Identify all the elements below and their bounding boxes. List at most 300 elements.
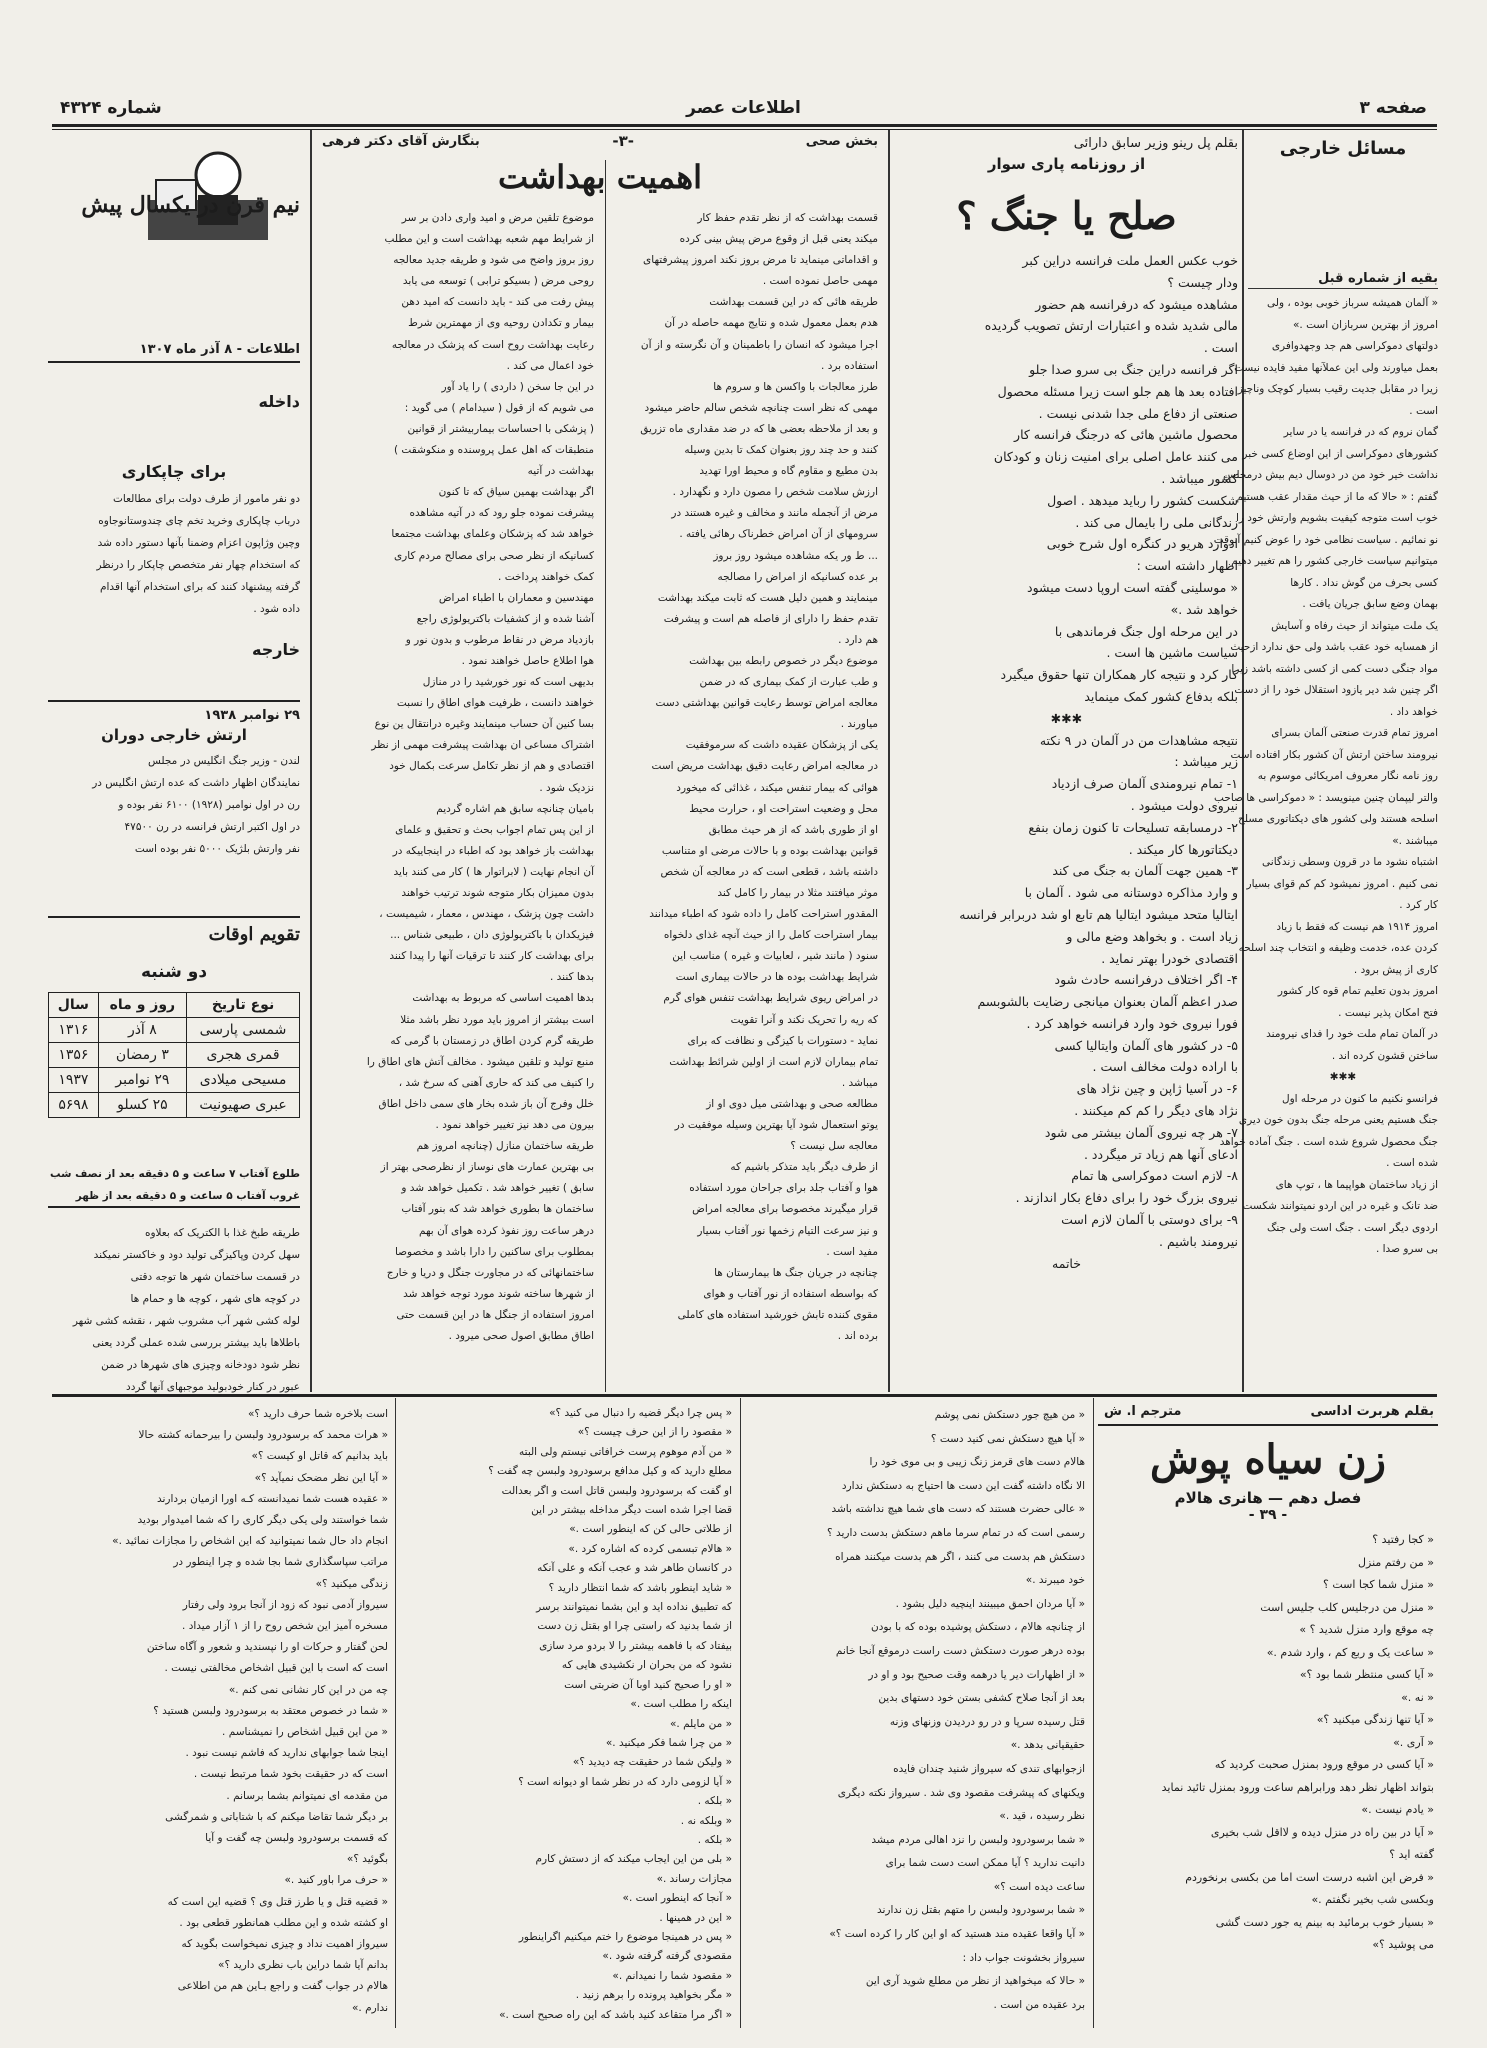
text-line: والتر لیپمان چنین مینویسد : « دموکراسی ها صاحب — [1214, 791, 1438, 804]
text-line: قوانین بهداشت بوده و با حالات مرضی او متناسب — [661, 844, 878, 857]
text-line: بیمار و تکدادن روحیه وی از مهمترین شرط — [408, 317, 594, 330]
text-line: « آیا این نظر مضحک نمیآید ؟» — [254, 1471, 388, 1484]
text-line: « مگر بخواهید پرونده را برهم زنید . — [575, 1989, 732, 2002]
story-body — [1098, 1529, 1438, 1957]
text-line: بدها کنند . — [549, 971, 594, 984]
text-line: زیرا در مقابل جدیت رقیب بسیار کوچک وناچیز — [1237, 383, 1438, 395]
text-line: بدیهی است که نور خورشید را در منازل — [422, 676, 594, 689]
text-line: میباشد . — [841, 1076, 878, 1089]
text-line: اگر چنین شد دیر یازود استقلال خود را از دست — [1234, 684, 1438, 696]
text-line: ساختن قشون کرده اند . — [1331, 1049, 1438, 1062]
text-line: اگر فرانسه دراین جنگ بی سرو صدا جلو — [1029, 361, 1238, 377]
text-line: محل و وضعیت استراحت او ، حرارت محیط — [689, 802, 878, 815]
text-line: « این در همینها . — [659, 1911, 732, 1924]
text-line: بدون ممیزان بکار متوجه شوند ترتیب خواهند — [401, 887, 594, 899]
text-line: بی سرو صدا . — [1375, 1243, 1438, 1255]
text-line: زندگی میکنید ؟» — [315, 1577, 388, 1590]
text-line: و نیز سرعت التیام زخمها نور آفتاب بسیار — [697, 1224, 878, 1237]
text-line: و طب عبارت از کمک بیماری که در ضمن — [699, 676, 878, 689]
text-line: درباب چاپکاری وخرید تخم چای چندوستانوجاوه — [98, 515, 300, 527]
text-line: برده اند . — [837, 1329, 878, 1342]
text-line: درهر ساعت روز نفوذ کرده هوای آن بهم — [418, 1224, 594, 1237]
text-line: باید بدانیم که قاتل او کیست ؟» — [251, 1450, 388, 1463]
text-line: نزدیک شود . — [539, 781, 594, 794]
text-line: صنعتی از دفاع ملی جدا شدنی نیست . — [1038, 405, 1238, 421]
text-line: نظر رسیده ، قید .» — [999, 1810, 1085, 1823]
calendar-cell: شمسی پارسی — [187, 1018, 300, 1043]
text-line: بوده درهر صورت دستکش دست راست درموقع آنجا خانم — [835, 1644, 1085, 1657]
text-line: قسمت بهداشت که از نظر تقدم حفظ کار — [697, 212, 878, 224]
story-body — [42, 1400, 392, 2023]
text-line: در آلمان تمام ملت خود را فدای نیرومند — [1266, 1028, 1438, 1040]
text-line: گفتم : « حالا که ما از حیث مقدار عقب هستیم — [1236, 490, 1438, 503]
text-line: چه من در این کار نشانی نمی کنم .» — [228, 1683, 388, 1696]
text-line: مسخره آمیز این شخص روح را از ۱ آزار میداد . — [182, 1620, 388, 1633]
text-line: نیرومند باشیم . — [1159, 1233, 1238, 1249]
text-line: رن در اول نوامبر (۱۹۲۸) ۶۱۰۰ نفر بوده و — [118, 799, 300, 811]
weekday: دو شنبه — [140, 962, 208, 982]
text-line: ۳- همین جهت آلمان به جنگ می کند — [1052, 863, 1238, 879]
text-line: از طرف دیگر باید متذکر باشیم که — [730, 1161, 878, 1174]
text-line: کمک خواهند پرداخت . — [498, 570, 594, 583]
text-line: خواهد شد که پزشکان وعلمای بهداشت مجتمعا — [391, 528, 594, 541]
text-line: « ولیکن شما در حقیقت چه دیدید ؟» — [572, 1756, 732, 1769]
text-line: ۹- برای دوستی با آلمان لازم است — [1061, 1212, 1238, 1228]
text-line: « از اظهارات دیر یا درهمه وقت صحیح بود و او در — [868, 1668, 1085, 1681]
text-line: طریقه ساختمان منازل (چنانچه امروز هم — [416, 1140, 594, 1153]
text-line: بعد از آنجا صلاح کشفی بستن خود دستهای بدین — [878, 1692, 1085, 1705]
text-line: « ساعت یک و ربع کم ، وارد شدم .» — [1266, 1645, 1434, 1659]
text-line: در امراض ریوی شرایط بهداشت تنفس هوای گرم — [663, 992, 878, 1005]
text-line: گمان نروم که در فرانسه یا در سایر — [1283, 426, 1438, 438]
text-line: « یادم نیست .» — [1361, 1803, 1434, 1816]
text-line: بهداشت باز خواهد بود که اطباء در اینجاییکه در — [392, 844, 594, 857]
text-line: استفاده برد . — [821, 359, 878, 372]
text-line: ( پزشکی با احساسات بیماربیشتر از قوانین — [407, 422, 594, 435]
text-line: امروز ۱۹۱۴ هم نیست که فقط با زیاد — [1276, 920, 1438, 933]
text-line: معالجه سل نیست ؟ — [790, 1140, 878, 1153]
text-line: شما خواستند ولی یکی دیگر کاری را که شما امیدوار بودید — [137, 1514, 388, 1527]
text-line: ندارم .» — [351, 2001, 388, 2014]
text-line: دولتهای دموکراسی هم جد وجهدوافری — [1271, 340, 1438, 352]
page-number: صفحه ۳ — [1359, 98, 1427, 118]
text-line: است که است با این قبیل اشخاص مخالفتی نیست . — [164, 1662, 388, 1675]
text-line: شکست کشور را رباید میدهد . اصول — [1047, 492, 1238, 508]
text-line: نداشت خیر خود من در دوسال دیم بیش درمجلس — [1222, 469, 1438, 481]
sunset-time: غروب آفتاب ۵ ساعت و ۵ دقیقه بعد از ظهر — [48, 1190, 300, 1208]
byline: بقلم هربرت اداسی — [1310, 1404, 1434, 1419]
translator: مترجم ا. ش — [1104, 1404, 1182, 1419]
text-line: گرفته پیشنهاد کنند که برای استخدام آنها اقدام — [100, 581, 300, 593]
text-line: رسمی است که در تمام سرما ماهم دستکش بدست دارید ؟ — [827, 1526, 1085, 1539]
text-line: بامیان چنانچه سابق هم اشاره گردیم — [436, 802, 594, 815]
text-line: را کنیف می کند که حاری آهنی که سرخ شد ، — [398, 1076, 594, 1089]
text-line: « شاید اینطور باشد که شما انتظار دارید ؟ — [548, 1581, 732, 1594]
text-line: من مقدمه ای نمیتوانم بشما برسانم . — [226, 1789, 388, 1802]
text-line: اطاق مطابق اصول صحی میرود . — [448, 1329, 594, 1342]
text-line: فورا نیروی خود وارد فرانسه خواهد کرد . — [1026, 1015, 1238, 1031]
text-line: بیفتاد که با فاهمه بیشتر را لا بردو مرد سازی — [539, 1639, 732, 1652]
text-line: است . — [1203, 340, 1238, 356]
text-line: دیکتاتورها کار میکند . — [1128, 841, 1238, 857]
peace-body — [895, 250, 1238, 1274]
calendar-row — [49, 1018, 300, 1043]
text-line: میتوانیم سیاست خارجی کشور را هم تغییر دهیم — [1231, 555, 1438, 567]
text-line: بلکه بدفاع کشور کمک مینماید — [1084, 688, 1238, 704]
text-line: « او را صحیح کنید اوبا آن ضربتی است — [564, 1678, 732, 1691]
text-line: ۲- درمسابقه تسلیحات تا کنون زمان بنفع — [1028, 819, 1238, 835]
text-line: « آری .» — [1393, 1735, 1434, 1749]
text-line: طرز معالجات با واکسن ها و سروم ها — [713, 380, 878, 393]
text-line: مجازات رساند .» — [656, 1872, 732, 1885]
text-line: پیشرفت نموده جلو رود که در آتیه مشاهده — [409, 507, 594, 520]
text-line: و وارد مذاکره دوستانه می شود . آلمان با — [1024, 885, 1238, 901]
column-divider — [395, 1398, 396, 2028]
text-line: « آیا کسی منتظر شما بود ؟» — [1299, 1668, 1434, 1681]
text-line: کنند و حد چند روز بعنوان کمک تا بدین وسیله — [684, 444, 878, 457]
text-line: است . — [1409, 404, 1438, 417]
health-body-left — [322, 208, 594, 1347]
text-line: « آیا در بین راه در منزل دیده و لااقل شب بخیری — [1210, 1825, 1434, 1839]
text-line: مفید است . — [826, 1245, 878, 1258]
text-line: المقدور استراحت کامل را داده شود که اطباء میدانند — [649, 908, 878, 921]
text-line: از همسایه خود عقب باشد ولی حق ندارد ازحیث — [1230, 641, 1438, 653]
column-divider — [888, 130, 890, 1392]
text-line: چنانچه در جریان جنگ ها بیمارستان ها — [714, 1266, 878, 1279]
peace-or-war-column — [895, 132, 1238, 1390]
text-line: هالام دست های قرمز زنگ زیبی و بی موی خود را — [869, 1456, 1085, 1469]
text-line: هدم بعمل معمول شده و نتایج مهمه حاصله در آن — [664, 317, 878, 330]
text-line: او گفت که برسودرود ولبسن قاتل است و اگر بعدالت — [501, 1484, 732, 1497]
text-line: ضد تانک و غیره در این اردو نمیتوانند شکست — [1242, 1200, 1438, 1212]
text-line: طریقه طبخ غذا با الکتریک که بعلاوه — [144, 1227, 300, 1239]
text-line: « آیا کسی در موقع ورود بمنزل صحبت کردید که — [1214, 1758, 1434, 1771]
text-line: ادوارد هریو در کنگره اول شرح خوبی — [1046, 536, 1238, 552]
text-line: محصول ماشین هائی که درجنگ فرانسه کار — [1014, 427, 1238, 443]
text-line: داشت چون پزشک ، مهندس ، معمار ، شیمیست ، — [379, 908, 594, 921]
calendar-cell: ۸ آذر — [98, 1018, 186, 1043]
text-line: لوله کشی شهر آب مشروب شهر ، نقشه کشی شهر — [72, 1315, 300, 1327]
text-line: بیرون می دهد نیز تغییر خواهد نمود . — [435, 1119, 594, 1132]
text-line: « من رفتم منزل — [1358, 1555, 1434, 1569]
text-line: کسی بحرف من گوش نداد . کارها — [1290, 576, 1438, 589]
text-line: دانیت ندارید ؟ آیا ممکن است دست شما برای — [885, 1857, 1085, 1870]
issue-number: شماره ۴۳۲۴ — [60, 98, 162, 118]
text-line: بهداشت در آتیه — [527, 465, 594, 478]
text-line: آشنا شده و از کشفیات باکتریولوژی راجع — [416, 612, 594, 625]
byline: بقلم پل رینو وزیر سابق دارائی — [1073, 136, 1238, 151]
text-line: افتاده بعد ها هم جلو است زیرا مسئله محصول — [997, 383, 1238, 399]
text-line: سرومهای از آن امراض خطرناک رهائی یافته . — [679, 528, 878, 541]
text-line: ادعای آنها هم زیاد تر میگردد . — [1083, 1146, 1238, 1162]
text-line: از شهرها ساخته شوند مورد توجه خواهد شد — [403, 1287, 594, 1300]
text-line: ویکنهای که پیشرفت مقصود وی شد . سیرواز نکته دیگری — [837, 1786, 1085, 1799]
text-line: نماید - دستورات با کیزگی و نظافت که برای — [687, 1034, 878, 1047]
text-line: ✱✱✱ — [1329, 1071, 1357, 1083]
calendar-header-row — [49, 993, 300, 1018]
text-line: معالجه امراض توسط رعایت قوانین بهداشتی دست — [655, 697, 878, 710]
text-line: حقیقیانی بدهد .» — [1010, 1739, 1085, 1752]
text-line: سنود ( مانند شیر ، لعابیات و غیره ) مناسب این — [672, 950, 878, 963]
calendar-heading: تقویم اوقات — [48, 916, 300, 945]
calendar-cell: ۵۶۹۸ — [49, 1093, 99, 1118]
text-line: طریقه گرم کردن اطاق در زمستان با گرمی که — [390, 1034, 594, 1047]
text-line: « فرض این اشبه درست است اما من بکسی برنخوردم — [1185, 1870, 1434, 1884]
text-line: برد عقیده من است . — [993, 1998, 1085, 2011]
continued-label: بقیه از شماره قبل — [1248, 271, 1438, 289]
text-line: بازدیاد مرض در نقاط مرطوب و بدون نور و — [405, 633, 594, 646]
text-line: سیرواز بخشونت جواب داد : — [962, 1951, 1085, 1964]
text-line: « آیا لزومی دارد که در نظر شما او دیوانه است ؟ — [518, 1775, 732, 1788]
text-line: یوتو استعمال شود آیا بهترین وسیله موفقیت در — [674, 1119, 878, 1132]
text-line: که تطبیق نداده اید و این بشما نمیتوانند برسر — [536, 1601, 732, 1614]
text-line: خواهد داد . — [1389, 705, 1438, 718]
sidebar-column — [42, 132, 306, 1393]
foreign-affairs-column — [1213, 132, 1438, 1390]
text-line: ۷- هر چه نیروی آلمان بیشتر می شود — [1044, 1124, 1238, 1140]
text-line: « قضیه قتل و یا طرز قتل وی ؟ قضیه این است که — [167, 1895, 388, 1908]
article-title: اهمیت بهداشت — [497, 158, 703, 196]
text-line: می شویم که از قول ( سیدامام ) می گوید : — [404, 401, 594, 414]
text-line: که قسمت برسودرود ولبسن چه گفت و آیا — [205, 1832, 388, 1845]
text-line: با اراده دولت مخالف است . — [1092, 1059, 1238, 1075]
section-heading: مسائل خارجی — [1279, 138, 1407, 159]
text-line: روز بروز واضح می شود و طریقه جدید معالجه — [393, 254, 594, 267]
text-line: « شما برسودرود ولبسن را متهم بقتل زن ندارند — [876, 1904, 1085, 1917]
text-line: « آیا مردان احمق میبینند اینچیه دلیل بشود . — [895, 1597, 1085, 1610]
story-title: زن سیاه پوش — [1150, 1436, 1386, 1483]
text-line: « اگر مرا متقاعد کنید باشد که این راه صحیح است .» — [499, 2008, 732, 2021]
text-line: سیاست ماشین ها است . — [1106, 645, 1238, 661]
text-line: داده شود . — [253, 603, 300, 615]
text-line: ایتالیا متحد میشود ایتالیا هم تابع او شد دربرابر فرانسه — [959, 906, 1238, 922]
text-line: « بلکه . — [697, 1833, 732, 1846]
text-line: « شما برسودرود ولبسن را نزد اهالی مردم میشد — [871, 1833, 1085, 1846]
text-line: کاری از پیش برود . — [1353, 963, 1438, 976]
text-line: « هالام تبسمی کرده که اشاره کرد .» — [568, 1542, 732, 1555]
text-line: جنگ هستیم یعنی مرحله جنگ بدون خون دیری — [1238, 1114, 1438, 1126]
text-line: انجام داد حال شما نمیتوانید که این اشخاص را مجازات نمائید .» — [112, 1535, 388, 1548]
calendar-cell: ۱۳۱۶ — [49, 1018, 99, 1043]
text-line: فتح امکان پذیر نیست . — [1338, 1006, 1438, 1019]
text-line: « منزل شما کجا است ؟ — [1322, 1578, 1434, 1591]
text-line: در این مرحله اول جنگ فرماندهی با — [1054, 623, 1238, 639]
text-line: « وبلکه نه . — [680, 1814, 732, 1827]
text-line: مراتب سپاسگذاری شما بجا شده و چرا اینطور در — [173, 1556, 388, 1569]
header-rule — [52, 124, 1437, 127]
text-line: مرض از آنجمله مانند و مخالف و غیره هستند در — [671, 507, 878, 520]
text-line: از زیاد ساختمان هواپیما ها ، توپ های — [1275, 1178, 1438, 1191]
text-line: « پس در همینجا موضوع را ختم میکنیم اگراینطور — [518, 1930, 732, 1943]
text-line: تمام بیماران لازم است از اولین شرائط بهداشت — [669, 1055, 878, 1068]
text-line: خواهند دانست ، ظرفیت هوای اطاق را نسبت — [396, 697, 594, 710]
health-body-right — [606, 208, 878, 1347]
text-line: دستکش هم بدست می کنند ، اگر هم بدست میکنند همراه — [835, 1550, 1085, 1563]
sidebar-date: اطلاعات - ۸ آذر ماه ۱۳۰۷ — [48, 342, 300, 363]
text-line: هوا و آفتاب جلد برای جراحان مورد استفاده — [689, 1182, 878, 1195]
serial-story-column — [745, 1400, 1089, 2030]
text-line: هم دارد . — [838, 633, 878, 646]
text-line: میکند یعنی قبل از وقوع مرض پیش بینی کرده — [679, 233, 878, 246]
text-line: « حالا که میخواهید از نظر من مطلع شوید آری این — [865, 1975, 1085, 1988]
text-line: امروز بدون تعلیم تمام قوه کار کشور — [1277, 985, 1438, 997]
text-line: « نه .» — [1401, 1690, 1434, 1704]
text-line: نژاد های دیگر را کم کم میکنند . — [1074, 1103, 1238, 1119]
subsection-foreign: خارجه — [252, 640, 300, 659]
text-line: صدر اعظم آلمان بعنوان میانجی رضایت بالشوبسم — [977, 994, 1238, 1010]
text-line: بی بهترین عمارت های نوساز از نظرصحی بهتر از — [380, 1161, 594, 1174]
text-line: ازجوابهای تندی که سیرواز شنید چندان فایده — [893, 1762, 1085, 1775]
text-line: نظر شود دودخانه وچیزی های شهرها در ضمن — [101, 1359, 300, 1371]
text-line: نمی کنیم . امروز نمیشود کم کم قوای بسیار — [1246, 877, 1438, 890]
calendar-header-cell: نوع تاریخ — [187, 993, 300, 1018]
text-line: « موسلینی گفته است اروپا دست میشود — [1027, 579, 1238, 595]
text-line: از چنانچه هالام ، دستکش پوشیده بوده که با بودن — [871, 1621, 1085, 1634]
text-line: که استخدام چهار نفر متخصص چاپکار را درنظر — [96, 559, 300, 571]
text-line: ۶- در آسیا ژاپن و چین نژاد های — [1076, 1081, 1238, 1097]
text-line: « بلکه . — [697, 1795, 732, 1808]
text-line: و اقداماتی مینماید تا مرض بروز نکند امروز پیشرفتهای — [643, 254, 878, 267]
item-body — [48, 488, 300, 620]
text-line: نو نمائیم . سیاست نظامی خود را عوض کنیم آنوقت — [1213, 533, 1438, 546]
text-line: چه موقع وارد منزل شدید ؟ » — [1299, 1623, 1434, 1636]
text-line: که ریه را تحریک نکند و آنرا تقویت — [730, 1013, 878, 1026]
text-line: کار کرد و نتیجه کار همکاران تنها حقوق میگیرد — [1000, 667, 1238, 683]
text-line: شده است . — [1386, 1157, 1438, 1169]
text-line: می کنند عامل اصلی برای امنیت زنان و کودکان — [993, 449, 1238, 465]
text-line: اینجا شما جوابهای ندارید که فاشم نیست نبود . — [185, 1747, 388, 1760]
text-line: اسلحه هستند ولی کشور های دیکتاتوری مسلح — [1238, 813, 1438, 825]
text-line: « حرف مرا باور کنید .» — [284, 1874, 388, 1887]
text-line: قرار میگیرند مخصوصا برای معالجه امراض — [692, 1203, 878, 1216]
text-line: امروز تمام قدرت صنعتی آلمان بسرای — [1271, 727, 1438, 739]
text-line: « آیا هیچ دستکش نمی کنید دست ؟ — [930, 1432, 1085, 1445]
text-line: « آیا واقعا عقیده مند هستید که او این کار را کرده است ؟» — [829, 1928, 1085, 1941]
text-line: بیمار استراحت کامل را از حیث آنچه غذای دلخواه — [663, 929, 878, 942]
text-line: « منزل من درجلیس کلب جلیس است — [1260, 1600, 1434, 1614]
byline: بنگارش آقای دکتر فرهی — [322, 134, 480, 149]
text-line: « هرات محمد که برسودرود ولبسن را بیرحمانه کشته حالا — [138, 1429, 388, 1442]
text-line: در کانسان طاهر شد و عجب آنکه و علی آنکه — [537, 1562, 732, 1575]
text-line: او از طوری باشد که از هر حیث مطابق — [708, 823, 878, 836]
text-line: پیش رفت می کند - باید دانست که امید دهن — [401, 296, 594, 309]
text-line: است بیشتر از امروز باید مورد نظر باشد مثلا — [400, 1013, 594, 1026]
text-line: آن انجام نهایت ( لابراتوار ها ) کار می کنند باید — [393, 865, 594, 878]
text-line: نتیجه مشاهدات من در آلمان در ۹ نکته — [1039, 732, 1238, 748]
text-line: وبکسی شب بخیر نگفتم .» — [1311, 1893, 1434, 1906]
text-line: اظهار داشته است : — [1136, 558, 1238, 574]
text-line: رعایت بهداشت روح است که پزشک در معالجه — [391, 338, 594, 351]
text-line: مهمی که نظر است چنانچه شخص سالم حاضر میشود — [644, 401, 878, 414]
section-label: بخش صحی — [805, 134, 878, 149]
text-line: موثر میافتند مثلا در بیمار را کامل کند — [717, 887, 878, 899]
text-line: برای بهداشت کار کنند تا ترقیات آنها را پیدا کنند — [389, 950, 594, 963]
text-line: بسا کنین آن حساب مینمایند وغیره درانتقال ین نوع — [374, 718, 594, 731]
text-line: هوائی که بیمار تنفس میکند ، غذائی که میخورد — [676, 781, 878, 794]
column-divider — [740, 1398, 741, 2028]
text-line: از شما بدنید که راستی چرا او بقتل زن دست — [537, 1620, 732, 1633]
text-line: ✱✱✱ — [1050, 710, 1083, 726]
item-date: ۲۹ نوامبر ۱۹۳۸ — [48, 700, 300, 723]
text-line: از این پس تمام اجواب بحث و تحقیق و علمای — [395, 823, 594, 836]
calendar-cell: عبری صهیونیت — [187, 1093, 300, 1118]
item-title: ارتش خارجی دوران — [101, 726, 247, 744]
text-line: هوا اطلاع حاصل خواهند نمود . — [461, 654, 594, 667]
text-line: اشتباه نشود ما در قرون وسطی زندگانی — [1262, 856, 1438, 868]
text-line: او کشته شده و این مطلب همانطور قطعی بود . — [179, 1916, 388, 1929]
text-line: « پس چرا دیگر قضیه را دنبال می کنید ؟» — [549, 1407, 732, 1419]
text-line: بر عده کسانیکه از امراض را مصالجه — [717, 570, 878, 583]
calendar-row — [49, 1043, 300, 1068]
text-line: خاتمه — [1052, 1255, 1081, 1271]
text-line: مینمایند و همین دلیل هست که ثابت میکند بهداشت — [657, 591, 878, 604]
text-line: نیروی بزرگ خود را برای دفاع بکار اندازند . — [1015, 1190, 1238, 1206]
text-line: « من هیچ جور دستکش نمی پوشم — [934, 1409, 1085, 1421]
text-line: در اول اکتبر ارتش فرانسه در رن ۴۷۵۰۰ — [124, 821, 300, 833]
calendar-cell: ۲۵ کسلو — [98, 1093, 186, 1118]
text-line: بتواند اظهار نظر دهد ورابراهم ساعت ورود بمنزل تائید نماید — [1161, 1780, 1434, 1794]
calendar-cell: قمری هجری — [187, 1043, 300, 1068]
text-line: و بعد از ملاحظه بعضی ها که در ضد مقداری ماه تزریق — [640, 422, 878, 435]
text-line: اینکه را مطلب است .» — [630, 1698, 732, 1711]
sunrise-time: طلوع آفتاب ۷ ساعت و ۵ دقیقه بعد از نصف شب — [50, 1168, 300, 1180]
text-line: داشته باشد ، قطعی است که در معالجه آن شخص — [660, 865, 878, 878]
text-line: در کوچه های شهر ، کوچه ها و حمام ها — [130, 1293, 300, 1305]
text-line: کردن عده، خدمت وظیفه و انتخاب چند اسلحه — [1238, 942, 1438, 954]
chapter-title: فصل دهم — هانری هالام — [1174, 1489, 1362, 1507]
text-line: کشور میباشد . — [1161, 470, 1238, 486]
text-line: کسانیکه از نظر صحی برای مصالح مردم کاری — [393, 549, 594, 562]
text-line: جنگ محصول شروع شده است . جنگ آماده خواهد — [1219, 1135, 1438, 1148]
calendar-cell: ۱۳۵۶ — [49, 1043, 99, 1068]
calendar-header-cell: سال — [49, 993, 99, 1018]
column-divider — [310, 130, 312, 1392]
text-line: اردوی دیگر است . جنگ است ولی جنگ — [1266, 1221, 1438, 1234]
text-line: خواهد شد .» — [1170, 601, 1238, 617]
text-line: خوب عکس العمل ملت فرانسه دراین کبر — [1022, 253, 1238, 268]
text-line: مهمی حاصل نموده است . — [762, 275, 878, 288]
foreign-body — [1213, 293, 1438, 1261]
text-line: نمایندگان اظهار داشت که عده ارتش انگلیس در — [92, 777, 300, 789]
text-line: میاورند . — [840, 718, 878, 731]
item-title: برای چاپکاری — [121, 462, 227, 481]
text-line: « آیا تنها زندگی میکنید ؟» — [1316, 1713, 1434, 1726]
text-line: در قسمت ساختمان شهر ها توجه دقتی — [130, 1271, 300, 1283]
calendar-row — [49, 1093, 300, 1118]
text-line: موضوع دیگر در خصوص رابطه بین بهداشت — [689, 654, 878, 667]
page-marker: -۳- — [612, 132, 634, 150]
item-body — [48, 750, 300, 860]
text-line: ودار چیست ؟ — [1167, 274, 1238, 290]
text-line: اقتصادی خودرا بهتر نماید . — [1101, 950, 1238, 966]
text-line: مقصودی گرفته گرفته شود .» — [602, 1950, 732, 1963]
text-line: « عقیده هست شما نمیدانسته کـه اورا ازمیان بردارند — [156, 1492, 388, 1505]
text-line: در معالجه امراض رعایت دقیق بهداشت مریض است — [651, 760, 878, 773]
text-line: بدها اهمیت اساسی که مربوط به بهداشت — [412, 992, 594, 1005]
text-line: مهندسین و معماران با اطباء امراض — [438, 591, 594, 604]
text-line: مطالعه صحی و بهداشتی میل دوی او از — [706, 1097, 878, 1110]
text-line: نشود که من بحران ار نکشیدی هایی که — [561, 1659, 732, 1672]
text-line: مواد جنگی دست کمی از کسی داشته باشد زیرا — [1231, 662, 1438, 675]
article-title: صلح یا جنگ ؟ — [956, 193, 1177, 238]
text-line: یک ملت میتواند از حیث رفاه و آسایش — [1271, 619, 1438, 632]
text-line: الا نگاه داشته گفت این دست ها احتیاج به دستکش ندارد — [841, 1479, 1085, 1492]
text-line: « آلمان همیشه سرباز خوبی بوده ، ولی — [1267, 297, 1438, 309]
text-line: باطلاها باید بیشتر بررسی شده عملی گردد یعنی — [92, 1337, 300, 1349]
text-line: مطلع دارید که و کیل مدافع برسودرود ولبسن چه گفت ؟ — [488, 1465, 732, 1478]
health-column — [316, 132, 884, 1390]
text-line: اقتصادی و هم از نظر تکامل سرعت بکمال خود — [389, 760, 594, 773]
